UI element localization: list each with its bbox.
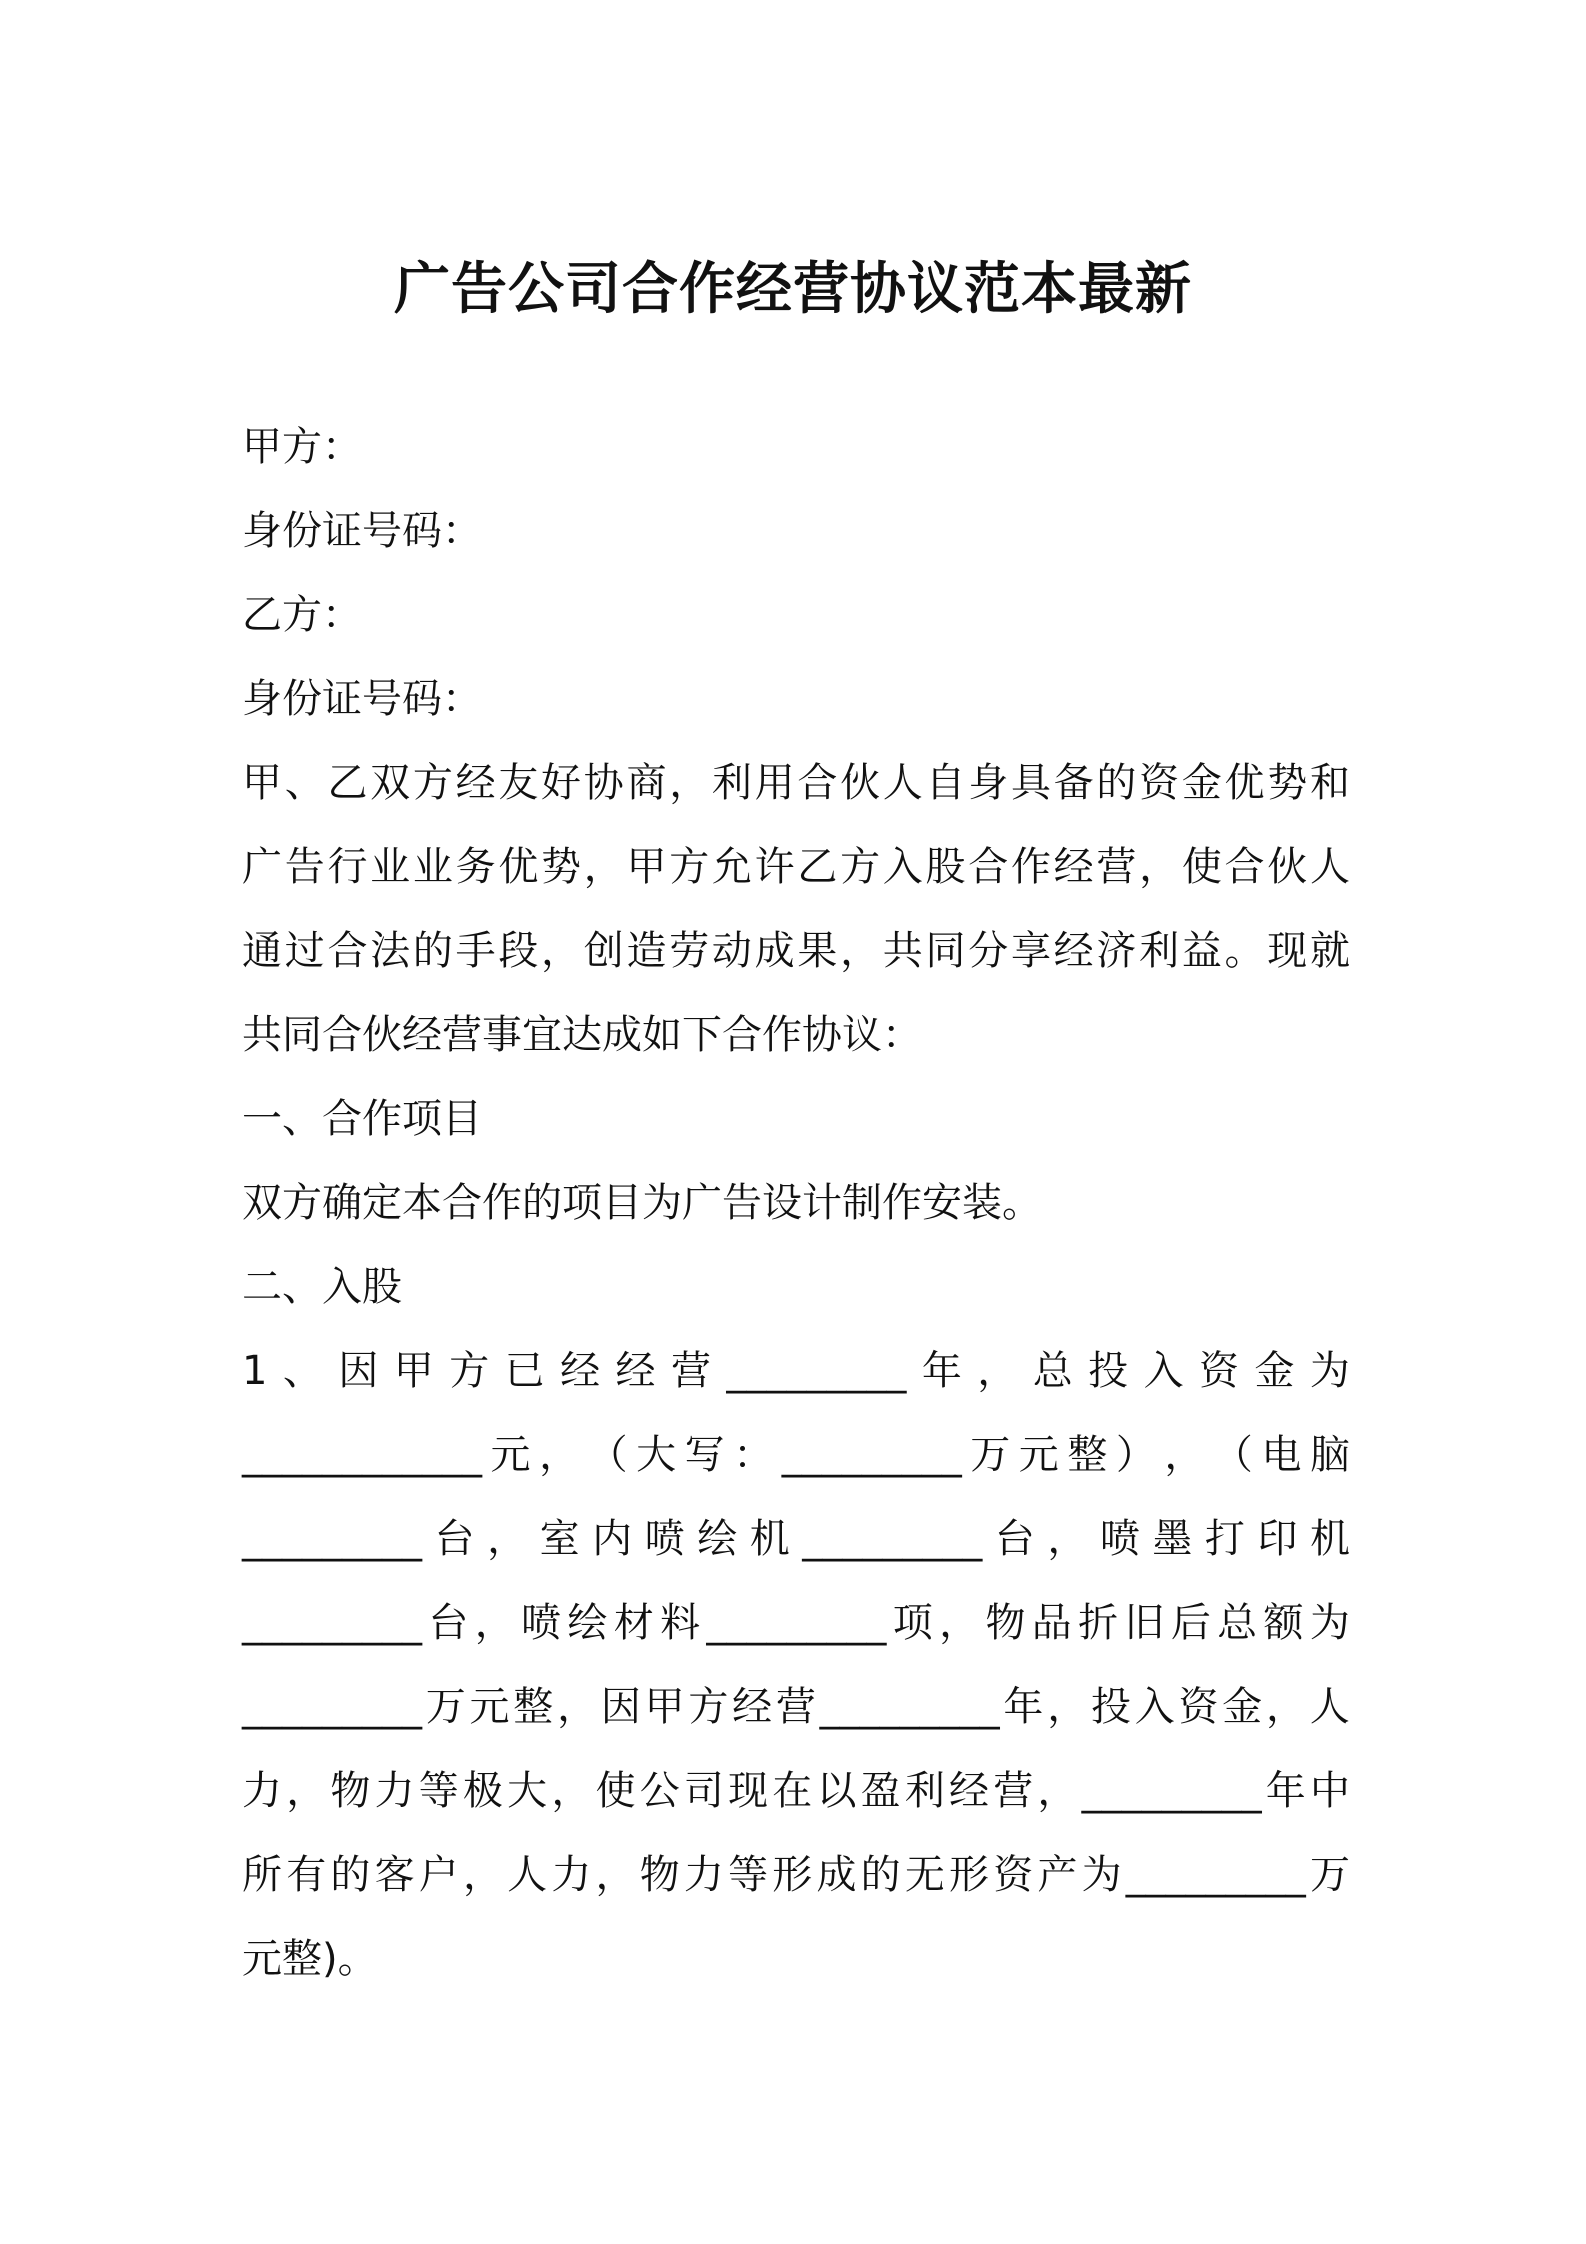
text-glyph: 大 — [507, 1768, 548, 1814]
text-glyph: 万 — [425, 1684, 466, 1730]
text-glyph: _________ — [781, 1432, 962, 1478]
text-glyph: 商 — [626, 760, 667, 806]
text-glyph: 、 — [282, 1348, 323, 1394]
text-glyph: 甲 — [242, 760, 282, 806]
text-glyph: 人 — [507, 1852, 548, 1898]
text-glyph: 合 — [1224, 844, 1265, 890]
text-glyph: ， — [286, 1768, 327, 1814]
text-glyph: 业 — [412, 844, 453, 890]
text-glyph: 的 — [330, 1852, 371, 1898]
text-glyph: （ — [587, 1432, 628, 1478]
text-glyph: 印 — [1257, 1516, 1298, 1562]
text-glyph: 万 — [1309, 1852, 1350, 1898]
text-glyph: ， — [1047, 1516, 1088, 1562]
text-glyph: 过 — [284, 928, 325, 974]
text-glyph: （ — [1212, 1432, 1253, 1478]
text-glyph: 后 — [1170, 1600, 1211, 1646]
text-glyph: 分 — [968, 928, 1009, 974]
intro-line — [242, 741, 1350, 825]
text-glyph: 形 — [772, 1852, 813, 1898]
text-glyph: 力 — [374, 1768, 415, 1814]
text-glyph: 力 — [683, 1852, 724, 1898]
text-glyph: 绘 — [697, 1516, 738, 1562]
text-glyph: 人 — [1309, 844, 1350, 890]
text-glyph: 公 — [639, 1768, 680, 1814]
text-glyph: 使 — [1181, 844, 1222, 890]
text-glyph: 为 — [1309, 1600, 1350, 1646]
text-glyph: ， — [539, 1432, 580, 1478]
text-glyph: ） — [1115, 1432, 1156, 1478]
text-glyph: 绘 — [567, 1600, 608, 1646]
text-glyph: 利 — [711, 760, 752, 806]
text-glyph: 年 — [1003, 1684, 1044, 1730]
text-glyph: 喷 — [521, 1600, 562, 1646]
text-glyph: 经 — [560, 1348, 601, 1394]
text-glyph: 成 — [816, 1852, 857, 1898]
text-glyph: 台 — [994, 1516, 1035, 1562]
text-glyph: 总 — [1032, 1348, 1073, 1394]
text-glyph: 伙 — [840, 760, 881, 806]
text-glyph: ____________ — [242, 1432, 482, 1478]
text-glyph: 甲 — [644, 1684, 685, 1730]
text-glyph: 室 — [539, 1516, 580, 1562]
text-glyph: 金 — [1222, 1684, 1263, 1730]
section-heading: 一、合作项目 — [242, 1096, 482, 1142]
text-glyph: 方 — [449, 1348, 490, 1394]
text-glyph: 有 — [286, 1852, 327, 1898]
clause-line — [242, 1833, 1350, 1917]
party-b-label: 乙方： — [242, 592, 362, 638]
text-glyph: _________ — [706, 1600, 887, 1646]
text-glyph: 济 — [1096, 928, 1137, 974]
text-glyph: 在 — [772, 1768, 813, 1814]
text-glyph: 电 — [1261, 1432, 1302, 1478]
text-glyph: 现 — [1267, 928, 1308, 974]
text-glyph: ， — [1047, 1684, 1088, 1730]
text-glyph: 台 — [428, 1600, 469, 1646]
text-glyph: 等 — [728, 1852, 769, 1898]
text-glyph: 势 — [541, 844, 582, 890]
text-glyph: 就 — [1309, 928, 1350, 974]
text-glyph: 段 — [498, 928, 539, 974]
text-glyph: 墨 — [1152, 1516, 1193, 1562]
text-glyph: ， — [583, 844, 624, 890]
text-glyph: ， — [462, 1852, 503, 1898]
text-glyph: 用 — [754, 760, 795, 806]
text-glyph: 万 — [970, 1432, 1011, 1478]
text-glyph: 1 — [242, 1348, 268, 1394]
clause-line — [242, 1581, 1350, 1665]
text-glyph: 大 — [636, 1432, 677, 1478]
text-glyph: ， — [541, 928, 582, 974]
text-glyph: 方 — [412, 760, 453, 806]
text-glyph: ， — [1139, 844, 1180, 890]
text-glyph: 法 — [370, 928, 411, 974]
text-glyph: ， — [1037, 1768, 1078, 1814]
text-glyph: 方 — [840, 844, 881, 890]
text-glyph: 行 — [327, 844, 368, 890]
text-glyph: ， — [669, 760, 710, 806]
text-glyph: 项 — [892, 1600, 933, 1646]
text-glyph: 利 — [1139, 928, 1180, 974]
text-glyph: 入 — [1134, 1684, 1175, 1730]
clause-line: 元整)。 — [242, 1936, 378, 1982]
text-glyph: 料 — [660, 1600, 701, 1646]
text-glyph: 的 — [412, 928, 453, 974]
text-glyph: 司 — [683, 1768, 724, 1814]
text-glyph: 形 — [949, 1852, 989, 1898]
text-glyph: 经 — [1053, 928, 1094, 974]
text-glyph: 经 — [1053, 844, 1094, 890]
text-glyph: _________ — [242, 1516, 422, 1562]
text-glyph: 客 — [374, 1852, 415, 1898]
text-glyph: 伙 — [1267, 844, 1308, 890]
text-glyph: 享 — [1010, 928, 1051, 974]
text-glyph: 友 — [498, 760, 539, 806]
clause-line — [242, 1665, 1350, 1749]
text-glyph: 自 — [925, 760, 966, 806]
text-glyph: ， — [939, 1600, 980, 1646]
text-glyph: _________ — [242, 1600, 422, 1646]
text-glyph: ， — [557, 1684, 598, 1730]
party-a-id-label: 身份证号码： — [242, 508, 482, 554]
text-glyph: 利 — [904, 1768, 945, 1814]
text-glyph: 营 — [775, 1684, 816, 1730]
intro-line — [242, 825, 1350, 909]
text-glyph: 因 — [338, 1348, 379, 1394]
text-glyph: 入 — [882, 844, 923, 890]
clause-line — [242, 1413, 1350, 1497]
text-glyph: 甲 — [626, 844, 667, 890]
text-glyph: 经 — [732, 1684, 773, 1730]
text-glyph: 营 — [1096, 844, 1137, 890]
text-glyph: 资 — [1178, 1684, 1219, 1730]
text-glyph: ， — [474, 1600, 515, 1646]
text-glyph: 经 — [949, 1768, 989, 1814]
text-glyph: _________ — [1125, 1852, 1306, 1898]
intro-line: 共同合伙经营事宜达成如下合作协议： — [242, 1012, 922, 1058]
text-glyph: 的 — [1096, 760, 1137, 806]
text-glyph: 使 — [595, 1768, 636, 1814]
clause-line — [242, 1329, 1350, 1413]
text-glyph: 物 — [985, 1600, 1026, 1646]
text-glyph: 入 — [1143, 1348, 1184, 1394]
text-glyph: 双 — [370, 760, 411, 806]
text-glyph: ， — [595, 1852, 636, 1898]
text-glyph: 写 — [684, 1432, 725, 1478]
text-glyph: 许 — [754, 844, 795, 890]
text-glyph: ： — [733, 1432, 774, 1478]
text-glyph: 无 — [904, 1852, 945, 1898]
text-glyph: 极 — [462, 1768, 503, 1814]
text-glyph: 整 — [1067, 1432, 1108, 1478]
text-glyph: 产 — [1037, 1852, 1078, 1898]
document-body — [242, 405, 1350, 2001]
text-glyph: 等 — [418, 1768, 459, 1814]
text-glyph: 务 — [455, 844, 496, 890]
text-glyph: 告 — [284, 844, 325, 890]
text-glyph: 旧 — [1124, 1600, 1165, 1646]
text-glyph: 现 — [728, 1768, 769, 1814]
text-glyph: 协 — [583, 760, 624, 806]
text-glyph: 乙 — [797, 844, 838, 890]
text-glyph: 手 — [455, 928, 496, 974]
text-glyph: 方 — [688, 1684, 729, 1730]
text-glyph: 机 — [1309, 1516, 1350, 1562]
text-glyph: 创 — [583, 928, 624, 974]
text-glyph: ， — [977, 1348, 1018, 1394]
text-glyph: 经 — [615, 1348, 656, 1394]
text-glyph: 金 — [1254, 1348, 1295, 1394]
text-glyph: 甲 — [393, 1348, 434, 1394]
text-glyph: 因 — [600, 1684, 641, 1730]
text-glyph: _________ — [242, 1684, 422, 1730]
text-glyph: ， — [487, 1516, 528, 1562]
text-glyph: _________ — [819, 1684, 1000, 1730]
text-glyph: 的 — [860, 1852, 901, 1898]
section-heading: 二、入股 — [242, 1264, 402, 1310]
text-glyph: 金 — [1181, 760, 1222, 806]
text-glyph: 资 — [993, 1852, 1034, 1898]
text-glyph: 品 — [1031, 1600, 1072, 1646]
text-glyph: 合 — [797, 760, 838, 806]
text-glyph: 物 — [639, 1852, 680, 1898]
text-glyph: _________ — [1081, 1768, 1262, 1814]
text-glyph: _________ — [802, 1516, 983, 1562]
text-glyph: 中 — [1309, 1768, 1350, 1814]
text-glyph: 广 — [242, 844, 282, 890]
text-glyph: 备 — [1053, 760, 1094, 806]
text-glyph: 整 — [513, 1684, 554, 1730]
text-glyph: 资 — [1139, 760, 1180, 806]
text-glyph: 材 — [613, 1600, 654, 1646]
clause-line — [242, 1497, 1350, 1581]
text-glyph: 户 — [418, 1852, 459, 1898]
text-glyph: 元 — [469, 1684, 510, 1730]
text-glyph: 内 — [592, 1516, 633, 1562]
text-glyph: 股 — [925, 844, 966, 890]
text-glyph: 具 — [1010, 760, 1051, 806]
text-glyph: 力 — [242, 1768, 282, 1814]
text-glyph: 年 — [1265, 1768, 1306, 1814]
text-glyph: 为 — [1081, 1852, 1122, 1898]
text-glyph: 人 — [882, 760, 923, 806]
text-glyph: 造 — [626, 928, 667, 974]
text-glyph: 劳 — [669, 928, 710, 974]
text-glyph: 共 — [882, 928, 923, 974]
text-glyph: 同 — [925, 928, 966, 974]
text-glyph: 已 — [504, 1348, 545, 1394]
text-glyph: 营 — [993, 1768, 1034, 1814]
text-glyph: ， — [1164, 1432, 1205, 1478]
text-glyph: 乙 — [327, 760, 368, 806]
text-glyph: 以 — [816, 1768, 857, 1814]
text-glyph: 动 — [711, 928, 752, 974]
text-glyph: 投 — [1090, 1684, 1131, 1730]
text-glyph: _________ — [726, 1348, 907, 1394]
text-glyph: 优 — [498, 844, 539, 890]
text-glyph: 作 — [1010, 844, 1051, 890]
text-glyph: 、 — [284, 760, 325, 806]
text-glyph: 和 — [1309, 760, 1350, 806]
text-glyph: 喷 — [1099, 1516, 1140, 1562]
text-glyph: 通 — [242, 928, 282, 974]
party-a-label: 甲方： — [242, 424, 362, 470]
text-glyph: 折 — [1078, 1600, 1119, 1646]
text-glyph: 业 — [370, 844, 411, 890]
text-glyph: 身 — [968, 760, 1009, 806]
text-glyph: 年 — [921, 1348, 962, 1394]
text-glyph: 势 — [1267, 760, 1308, 806]
text-glyph: 所 — [242, 1852, 282, 1898]
text-glyph: 机 — [749, 1516, 790, 1562]
text-glyph: 力 — [551, 1852, 592, 1898]
clause-line — [242, 1749, 1350, 1833]
text-glyph: 果 — [797, 928, 838, 974]
intro-line — [242, 909, 1350, 993]
text-glyph: 盈 — [860, 1768, 901, 1814]
text-glyph: ， — [1266, 1684, 1307, 1730]
text-glyph: 方 — [669, 844, 710, 890]
text-glyph: 营 — [670, 1348, 711, 1394]
text-glyph: 为 — [1309, 1348, 1350, 1394]
text-glyph: 打 — [1204, 1516, 1245, 1562]
text-glyph: 允 — [711, 844, 752, 890]
party-b-id-label: 身份证号码： — [242, 676, 482, 722]
text-glyph: 元 — [490, 1432, 531, 1478]
text-glyph: 优 — [1224, 760, 1265, 806]
section-paragraph: 双方确定本合作的项目为广告设计制作安装。 — [242, 1180, 1042, 1226]
text-glyph: 好 — [541, 760, 582, 806]
text-glyph: 脑 — [1309, 1432, 1350, 1478]
text-glyph: 元 — [1018, 1432, 1059, 1478]
text-glyph: 成 — [754, 928, 795, 974]
text-glyph: 。 — [1224, 928, 1265, 974]
text-glyph: 合 — [968, 844, 1009, 890]
text-glyph: ， — [551, 1768, 592, 1814]
document-title: 广告公司合作经营协议范本最新 — [394, 257, 1192, 322]
text-glyph: 经 — [455, 760, 496, 806]
text-glyph: ， — [840, 928, 881, 974]
text-glyph: 投 — [1088, 1348, 1129, 1394]
text-glyph: 台 — [434, 1516, 475, 1562]
text-glyph: 总 — [1217, 1600, 1258, 1646]
text-glyph: 物 — [330, 1768, 371, 1814]
text-glyph: 额 — [1263, 1600, 1304, 1646]
text-glyph: 益 — [1181, 928, 1222, 974]
text-glyph: 合 — [327, 928, 368, 974]
text-glyph: 资 — [1199, 1348, 1240, 1394]
text-glyph: 人 — [1309, 1684, 1350, 1730]
text-glyph: 喷 — [644, 1516, 685, 1562]
